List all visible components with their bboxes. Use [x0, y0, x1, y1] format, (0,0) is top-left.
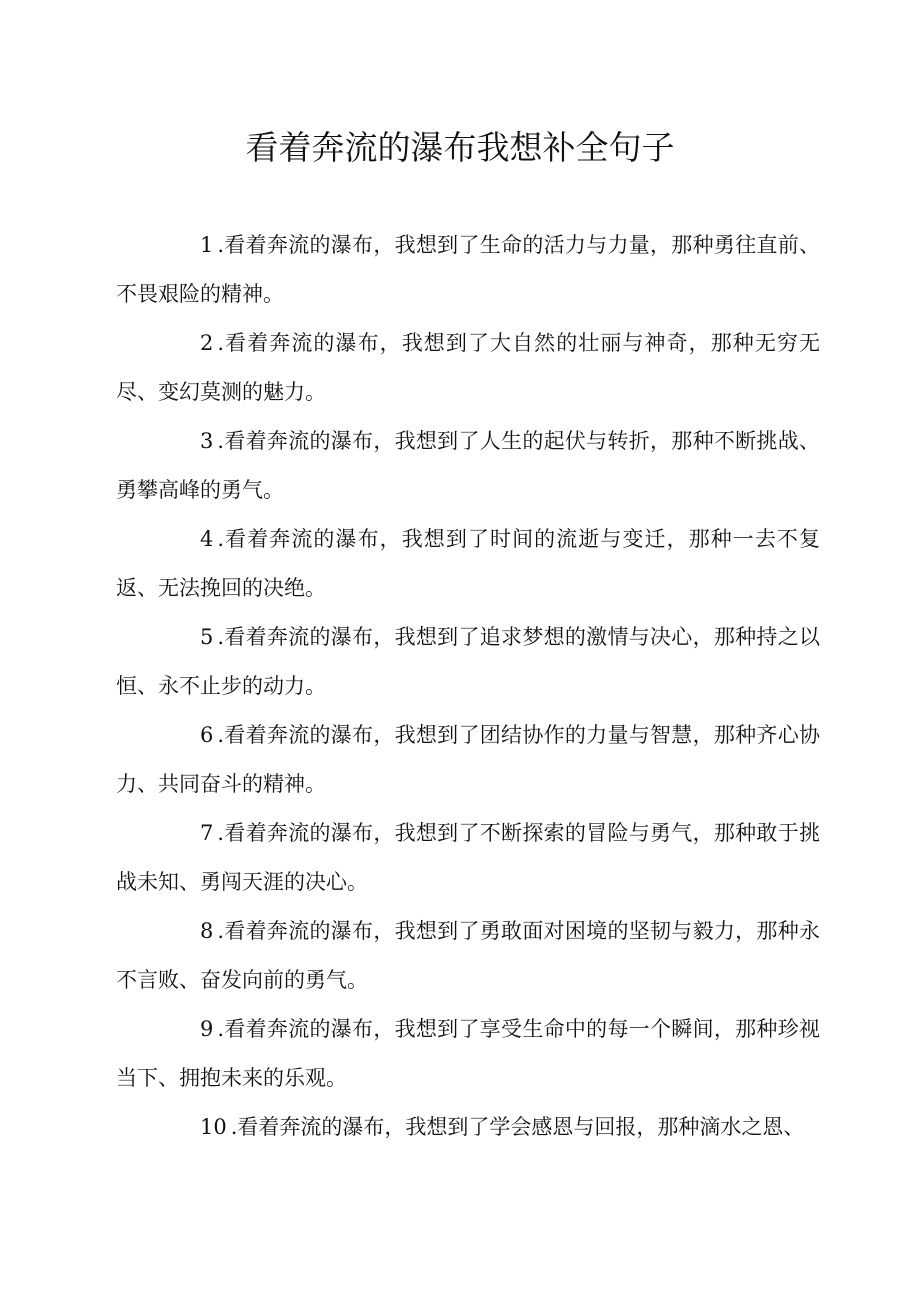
item-text: 看着奔流的瀑布，我想到了追求梦想的激情与决心，那种持之以恒、永不止步的动力。 [116, 625, 820, 698]
list-item [116, 613, 820, 711]
item-text: 看着奔流的瀑布，我想到了享受生命中的每一个瞬间，那种珍视当下、拥抱未来的乐观。 [116, 1017, 820, 1090]
item-separator: . [217, 331, 225, 355]
document-body [116, 221, 820, 1152]
list-item [116, 907, 820, 1005]
item-text: 看着奔流的瀑布，我想到了时间的流逝与变迁，那种一去不复返、无法挽回的决绝。 [116, 527, 820, 600]
list-item [116, 1005, 820, 1103]
item-text: 看着奔流的瀑布，我想到了勇敢面对困境的坚韧与毅力，那种永不言败、奋发向前的勇气。 [116, 919, 820, 992]
list-item [116, 417, 820, 515]
list-item [116, 809, 820, 907]
item-text: 看着奔流的瀑布，我想到了团结协作的力量与智慧，那种齐心协力、共同奋斗的精神。 [116, 723, 820, 796]
list-item [116, 1103, 820, 1152]
item-number: 5 [200, 625, 214, 649]
item-text: 看着奔流的瀑布，我想到了生命的活力与力量，那种勇往直前、不畏艰险的精神。 [116, 233, 820, 306]
list-item [116, 711, 820, 809]
list-item [116, 515, 820, 613]
item-number: 1 [200, 233, 214, 257]
item-text: 看着奔流的瀑布，我想到了学会感恩与回报，那种滴水之恩、 [237, 1115, 805, 1139]
item-number: 4 [200, 527, 214, 551]
item-number: 9 [200, 1017, 214, 1041]
item-number: 3 [200, 429, 214, 453]
item-separator: . [217, 1017, 225, 1041]
item-separator: . [217, 233, 225, 257]
item-separator: . [217, 527, 225, 551]
item-separator: . [217, 625, 225, 649]
document-title: 看着奔流的瀑布我想补全句子 [245, 128, 675, 167]
item-text: 看着奔流的瀑布，我想到了人生的起伏与转折，那种不断挑战、勇攀高峰的勇气。 [116, 429, 820, 502]
item-separator: . [217, 723, 225, 747]
list-item [116, 221, 820, 319]
item-text: 看着奔流的瀑布，我想到了大自然的壮丽与神奇，那种无穷无尽、变幻莫测的魅力。 [116, 331, 820, 404]
item-number: 2 [200, 331, 214, 355]
item-separator: . [217, 919, 225, 943]
list-item [116, 319, 820, 417]
item-separator: . [217, 429, 225, 453]
item-separator: . [217, 821, 225, 845]
item-number: 10 [200, 1115, 227, 1139]
item-text: 看着奔流的瀑布，我想到了不断探索的冒险与勇气，那种敢于挑战未知、勇闯天涯的决心。 [116, 821, 820, 894]
item-number: 8 [200, 919, 214, 943]
item-number: 7 [200, 821, 214, 845]
item-separator: . [230, 1115, 238, 1139]
item-number: 6 [200, 723, 214, 747]
